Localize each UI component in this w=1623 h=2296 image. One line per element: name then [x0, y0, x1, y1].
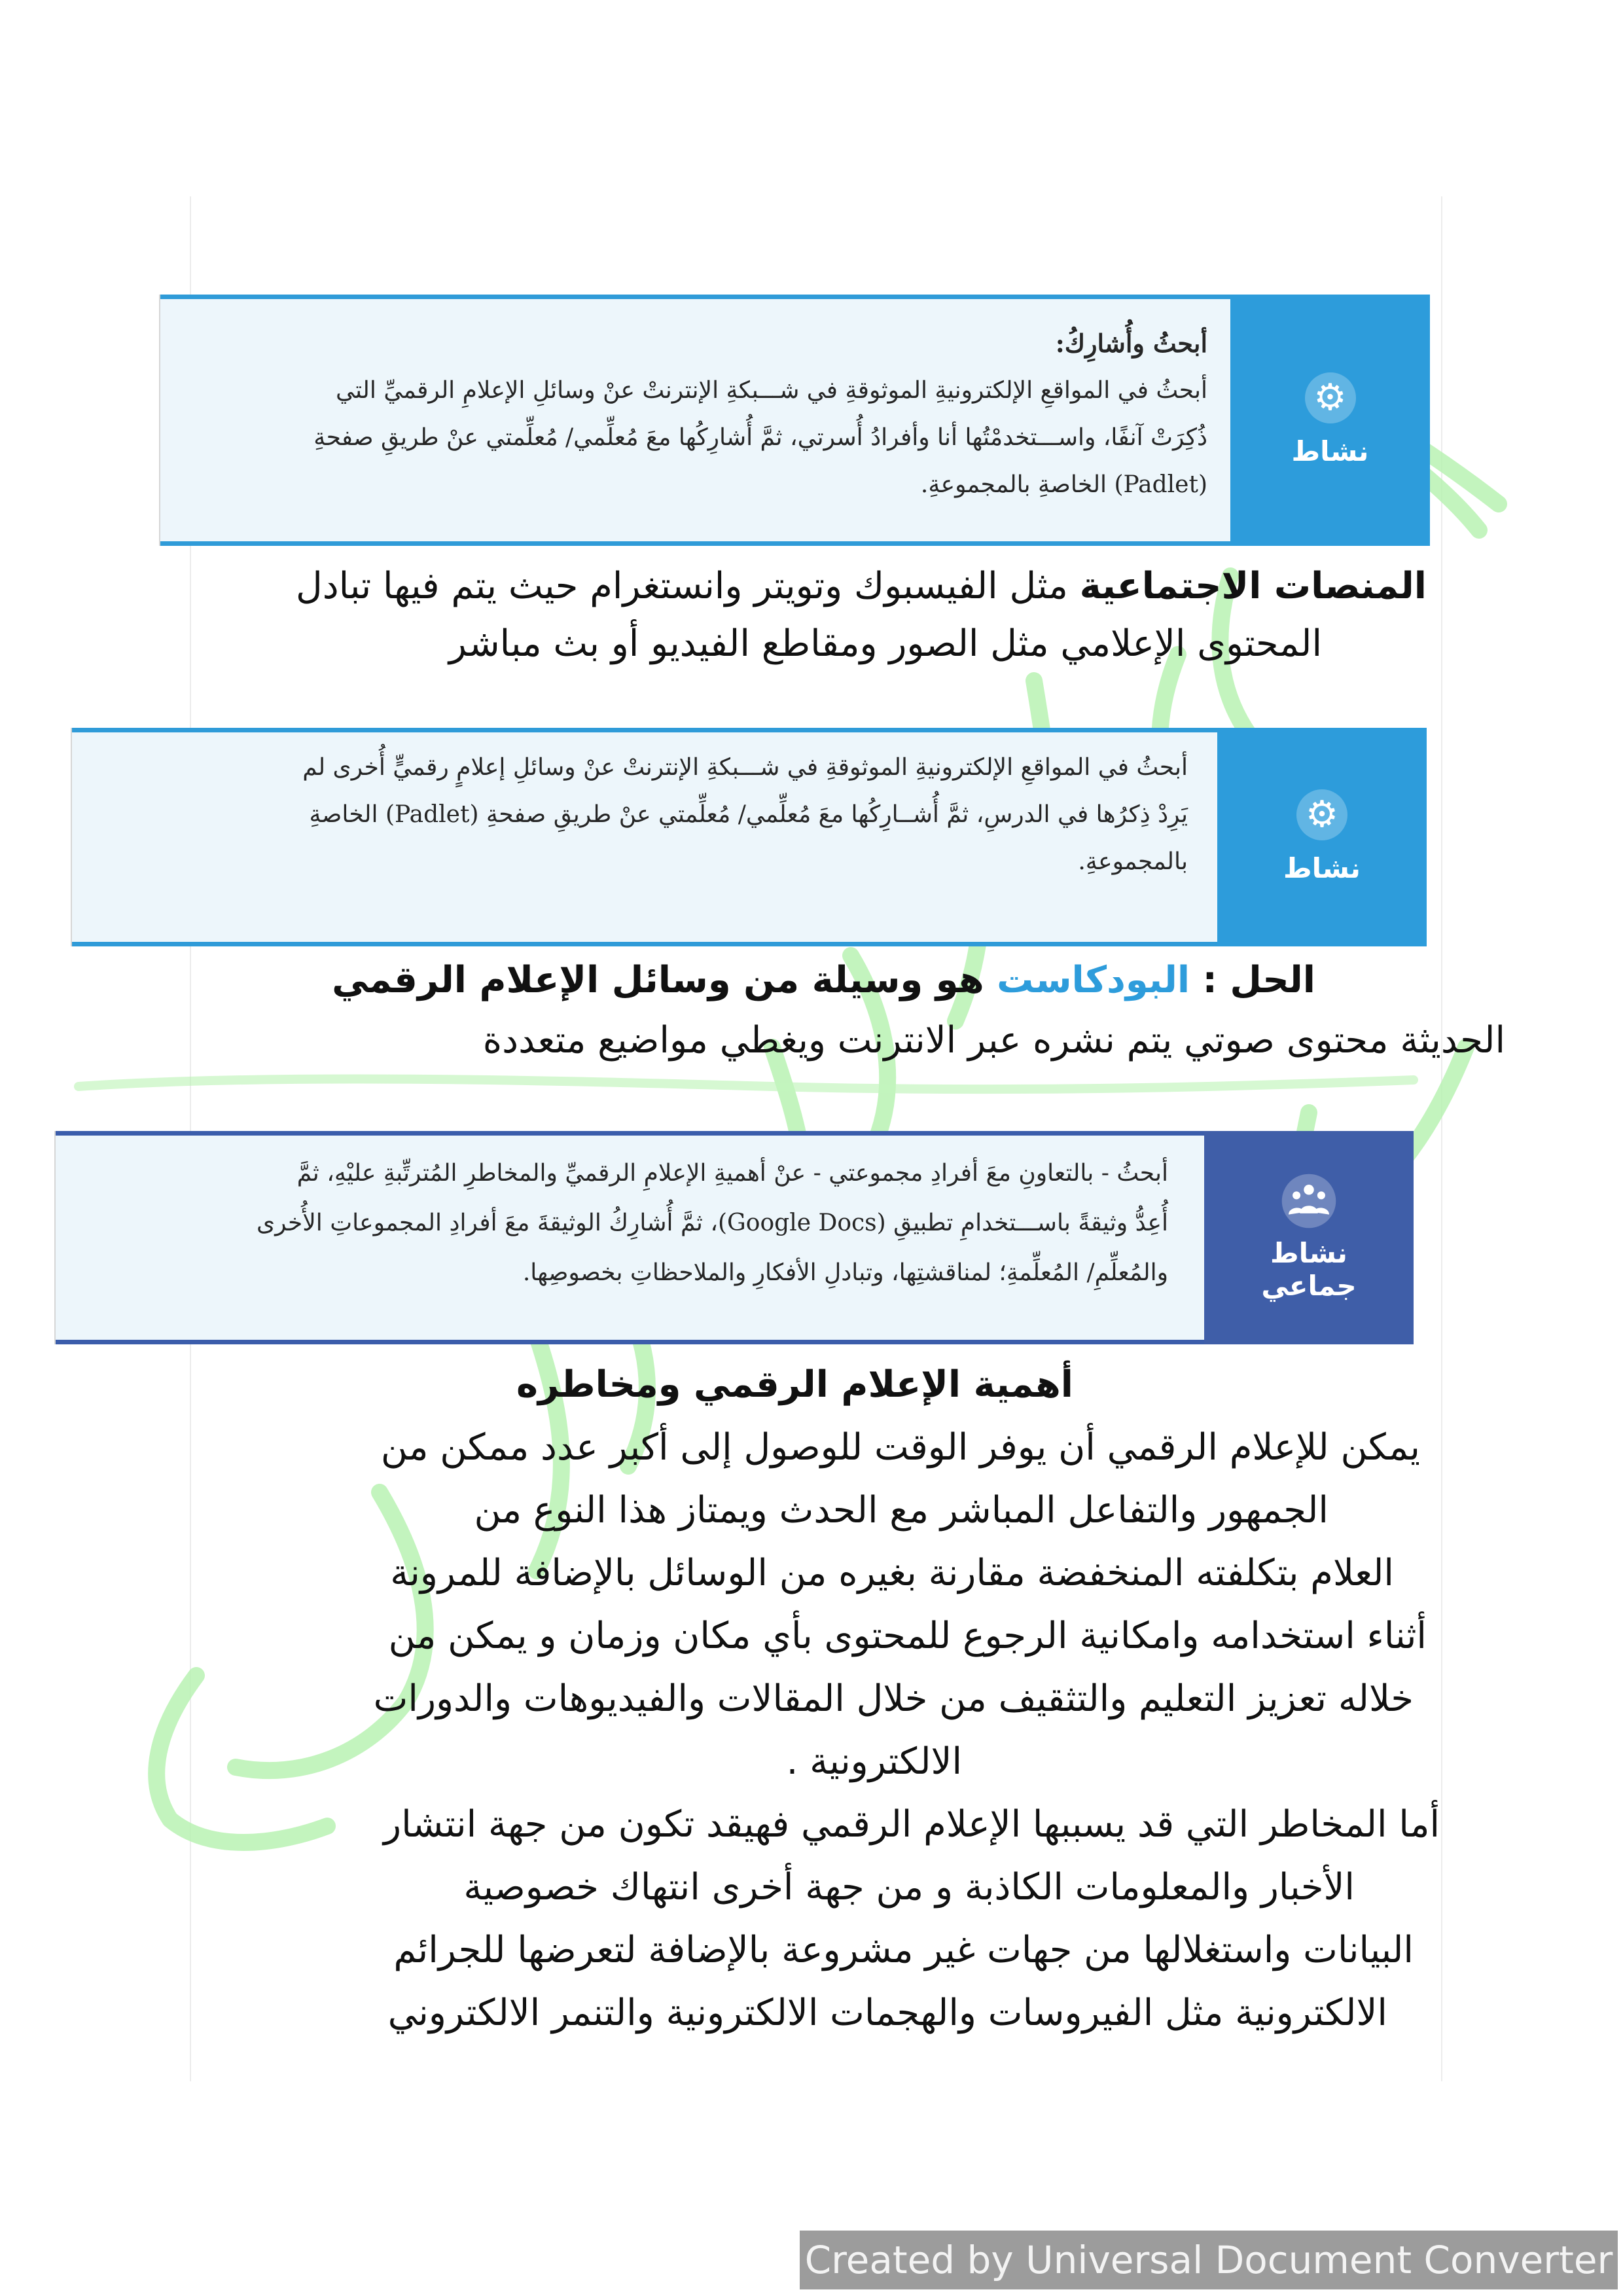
- section-line: أما المخاطر التي قد يسببها الإعلام الرقمي فهيقد تكون من جهة انتشار: [383, 1803, 1440, 1846]
- activity-line: بالمجموعةِ.: [1078, 848, 1188, 875]
- answer-bold-term: المنصات الاجتماعية: [1079, 565, 1427, 607]
- activity-line: أبحثُ - بالتعاونِ معَ أفرادِ مجموعتي - عنْ أهميةِ الإعلامِ الرقميِّ والمخاطرِ المُترتِّبةِ عليْهِ، ثمَّ: [296, 1160, 1168, 1187]
- group-badge-line1: نشاط: [1270, 1236, 1347, 1269]
- activity-line: أبحثُ في المواقعِ الإلكترونيةِ الموثوقةِ في شـــبكةِ الإنترنتْ عنْ وسائلِ الإعلامِ الرقميِّ التي: [336, 377, 1207, 404]
- section-line: العلام بتكلفته المنخفضة مقارنة بغيره من الوسائل بالإضافة للمرونة: [390, 1552, 1394, 1594]
- section-line: أثناء استخدامه وامكانية الرجوع للمحتوى بأي مكان وزمان و يمكن من: [388, 1615, 1427, 1657]
- activity-line: أُعِدُّ وثيقةً باســـتخدامِ تطبيقِ (Google Docs)، ثمَّ أُشارِكُ الوثيقةَ معَ أفرادِ المجموعاتِ الأُخرى: [256, 1210, 1168, 1236]
- activity-line: يَرِدْ ذِكرُها في الدرسِ، ثمَّ أُشــارِكُها معَ مُعلِّمي/ مُعلِّمتي عنْ طريقِ صفحةِ (Padlet) الخاصةِ: [309, 801, 1188, 828]
- activity-line: أبحثُ في المواقعِ الإلكترونيةِ الموثوقةِ في شـــبكةِ الإنترنتْ عنْ وسائلِ إعلامٍ رقميٍّ أُخرى لم: [302, 754, 1188, 781]
- section-line: البيانات واستغلالها من جهات غير مشروعة بالإضافة لتعرضها للجرائم: [393, 1929, 1414, 1971]
- activity-badge: [1217, 728, 1427, 946]
- activity-text: [98, 744, 1188, 942]
- activity-badge-label: نشاط: [1291, 435, 1369, 467]
- group-badge-line2: جماعي: [1261, 1270, 1357, 1302]
- converter-footer-badge: Created by Universal Document Converter: [800, 2231, 1618, 2289]
- activity-box-other-media: [72, 728, 1427, 946]
- activity-line: ذُكِرَتْ آنفًا، واســـتخدمْتُها أنا وأفرادُ أُسرتي، ثمَّ أُشارِكُها معَ مُعلِّمي/ مُعلِّمتي عنْ طريقِ صفحةِ: [313, 424, 1207, 451]
- activity-badge: [1230, 295, 1430, 546]
- section-importance-risks: [190, 1354, 1440, 2045]
- activity-text: [187, 320, 1207, 541]
- answer-line: المحتوى الإعلامي مثل الصور ومقاطع الفيديو أو بث مباشر: [448, 622, 1322, 665]
- answer-line: [183, 558, 1427, 615]
- answer-label: الحل :: [1190, 959, 1315, 1001]
- people-group-icon: [1281, 1173, 1337, 1229]
- activity-box-research-share: [160, 295, 1430, 546]
- answer-line: [164, 950, 1315, 1011]
- section-line: يمكن للإعلام الرقمي أن يوفر الوقت للوصول إلى أكبر عدد ممكن من: [380, 1426, 1420, 1469]
- answer-social-platforms: [183, 558, 1427, 673]
- gear-icon: ⚙: [1305, 372, 1356, 423]
- activity-box-group: [56, 1131, 1414, 1344]
- section-line: الأخبار والمعلومات الكاذبة و من جهة أخرى انتهاك خصوصية: [463, 1866, 1355, 1909]
- answer-highlight-term: البودكاست: [997, 959, 1190, 1001]
- gear-icon: ⚙: [1296, 789, 1347, 840]
- answer-line-rest: مثل الفيسبوك وتويتر وانستغرام حيث يتم فيها تبادل: [296, 565, 1080, 607]
- section-line: الجمهور والتفاعل المباشر مع الحدث ويمتاز هذا النوع من: [474, 1489, 1329, 1532]
- section-line: الالكترونية .: [786, 1740, 962, 1783]
- activity-line: (Padlet) الخاصةِ بالمجموعةِ.: [920, 471, 1207, 498]
- activity-heading: أبحثُ وأُشارِكُ:: [1055, 329, 1207, 358]
- section-title: أهمية الإعلام الرقمي ومخاطره: [516, 1363, 1073, 1406]
- activity-line: والمُعلِّمِ/ المُعلِّمةِ؛ لمناقشتِها، وتبادلِ الأفكارِ والملاحظاتِ بخصوصِها.: [522, 1259, 1168, 1286]
- activity-badge-label: نشاط: [1283, 852, 1361, 884]
- answer-podcast: [164, 950, 1505, 1071]
- section-line: الالكترونية مثل الفيروسات والهجمات الالكترونية والتنمر الالكتروني: [387, 1992, 1387, 2034]
- answer-line-rest: هو وسيلة من وسائل الإعلام الرقمي: [332, 959, 997, 1001]
- group-activity-badge: [1204, 1131, 1414, 1344]
- section-line: خلاله تعزيز التعليم والتثقيف من خلال المقالات والفيديوهات والدورات: [373, 1677, 1414, 1720]
- answer-line: الحديثة محتوى صوتي يتم نشره عبر الانترنت ويغطي مواضيع متعددة: [482, 1019, 1505, 1062]
- activity-text: [82, 1149, 1168, 1340]
